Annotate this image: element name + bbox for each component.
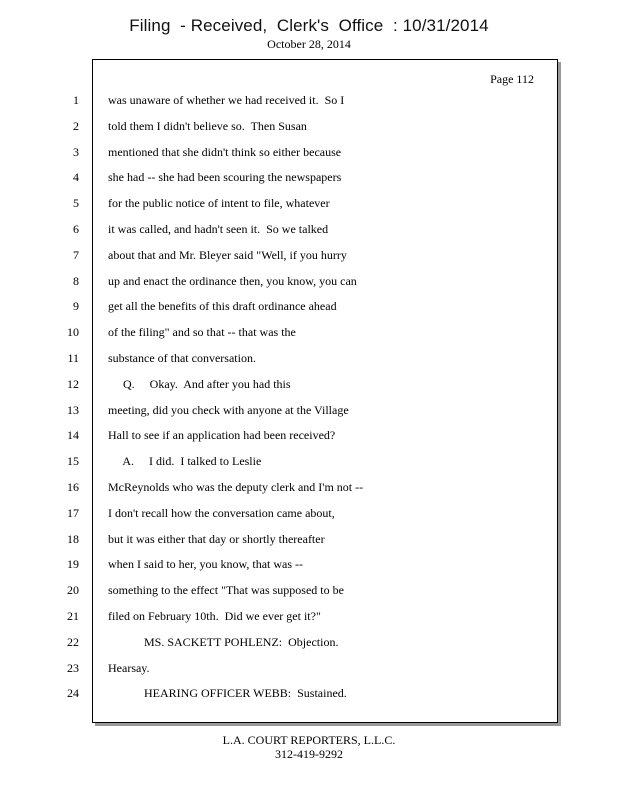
transcript-line xyxy=(0,556,560,582)
line-number: 19 xyxy=(67,557,79,572)
line-text: but it was either that day or shortly thereafter xyxy=(108,531,325,546)
line-number: 6 xyxy=(73,221,79,236)
line-number: 16 xyxy=(67,479,79,494)
transcript-line xyxy=(0,453,560,479)
line-text: get all the benefits of this draft ordinance ahead xyxy=(108,299,337,314)
line-number: 4 xyxy=(73,170,79,185)
transcript-line xyxy=(0,531,560,557)
line-text: it was called, and hadn't seen it. So we talked xyxy=(108,221,329,236)
line-text: was unaware of whether we had received it. So I xyxy=(108,93,345,107)
line-text: up and enact the ordinance then, you know, you can xyxy=(108,273,357,288)
transcript-line xyxy=(0,118,560,144)
line-number: 13 xyxy=(67,402,79,417)
line-number: 23 xyxy=(67,660,79,675)
transcript-line xyxy=(0,169,560,195)
line-number: 8 xyxy=(73,273,79,288)
line-number: 3 xyxy=(73,144,79,159)
transcript-line xyxy=(0,582,560,608)
line-text: Hearsay. xyxy=(108,660,150,675)
line-number: 10 xyxy=(67,325,79,340)
transcript-line xyxy=(0,479,560,505)
line-text: HEARING OFFICER WEBB: Sustained. xyxy=(108,686,347,701)
transcript-line xyxy=(0,427,560,453)
page-number: Page 112 xyxy=(490,72,534,86)
reporter-phone: 312-419-9292 xyxy=(275,747,343,761)
line-number: 18 xyxy=(67,531,79,546)
line-text: about that and Mr. Bleyer said "Well, if you hurry xyxy=(108,247,347,262)
line-text: I don't recall how the conversation came about, xyxy=(108,505,335,520)
line-number: 1 xyxy=(73,93,79,107)
line-text: for the public notice of intent to file, whatever xyxy=(108,196,330,211)
line-text: of the filing" and so that -- that was the xyxy=(108,325,296,340)
line-number: 9 xyxy=(73,299,79,314)
transcript-line xyxy=(0,376,560,402)
line-text: mentioned that she didn't think so either because xyxy=(108,144,342,159)
transcript-line xyxy=(0,195,560,221)
document-date: October 28, 2014 xyxy=(267,37,351,51)
transcript-line xyxy=(0,247,560,273)
line-number: 12 xyxy=(67,376,79,391)
transcript-line xyxy=(0,505,560,531)
transcript-lines xyxy=(0,92,560,711)
line-number: 20 xyxy=(67,583,79,598)
line-text: when I said to her, you know, that was -- xyxy=(108,557,304,572)
transcript-line xyxy=(0,402,560,428)
line-text: A. I did. I talked to Leslie xyxy=(108,454,262,469)
footer xyxy=(0,733,618,761)
line-number: 21 xyxy=(67,608,79,623)
line-text: meeting, did you check with anyone at the Village xyxy=(108,402,349,417)
line-text: Q. Okay. And after you had this xyxy=(108,376,291,391)
reporter-company: L.A. COURT REPORTERS, L.L.C. xyxy=(222,733,396,747)
transcript-line xyxy=(0,273,560,299)
filing-stamp: Filing - Received, Clerk's Office : 10/31/2014 xyxy=(129,16,489,35)
transcript-line xyxy=(0,221,560,247)
line-number: 5 xyxy=(73,196,79,211)
line-number: 11 xyxy=(67,350,79,365)
line-text: MS. SACKETT POHLENZ: Objection. xyxy=(108,634,339,649)
line-text: McReynolds who was the deputy clerk and I'm not -- xyxy=(108,479,364,494)
line-text: something to the effect "That was supposed to be xyxy=(108,583,344,598)
line-text: she had -- she had been scouring the newspapers xyxy=(108,170,342,185)
line-number: 22 xyxy=(67,634,79,649)
line-text: filed on February 10th. Did we ever get it?" xyxy=(108,608,321,623)
transcript-line xyxy=(0,144,560,170)
line-text: Hall to see if an application had been received? xyxy=(108,428,336,443)
line-number: 24 xyxy=(67,686,79,701)
line-number: 17 xyxy=(67,505,79,520)
transcript-line xyxy=(0,660,560,686)
transcript-line xyxy=(0,685,560,711)
line-number: 14 xyxy=(67,428,79,443)
transcript-line xyxy=(0,324,560,350)
transcript-line xyxy=(0,92,560,118)
transcript-line xyxy=(0,298,560,324)
transcript-line xyxy=(0,350,560,376)
line-text: substance of that conversation. xyxy=(108,350,256,365)
line-number: 7 xyxy=(73,247,79,262)
line-number: 15 xyxy=(67,454,79,469)
transcript-line xyxy=(0,634,560,660)
line-number: 2 xyxy=(73,118,79,133)
transcript-line xyxy=(0,608,560,634)
line-text: told them I didn't believe so. Then Susan xyxy=(108,118,307,133)
